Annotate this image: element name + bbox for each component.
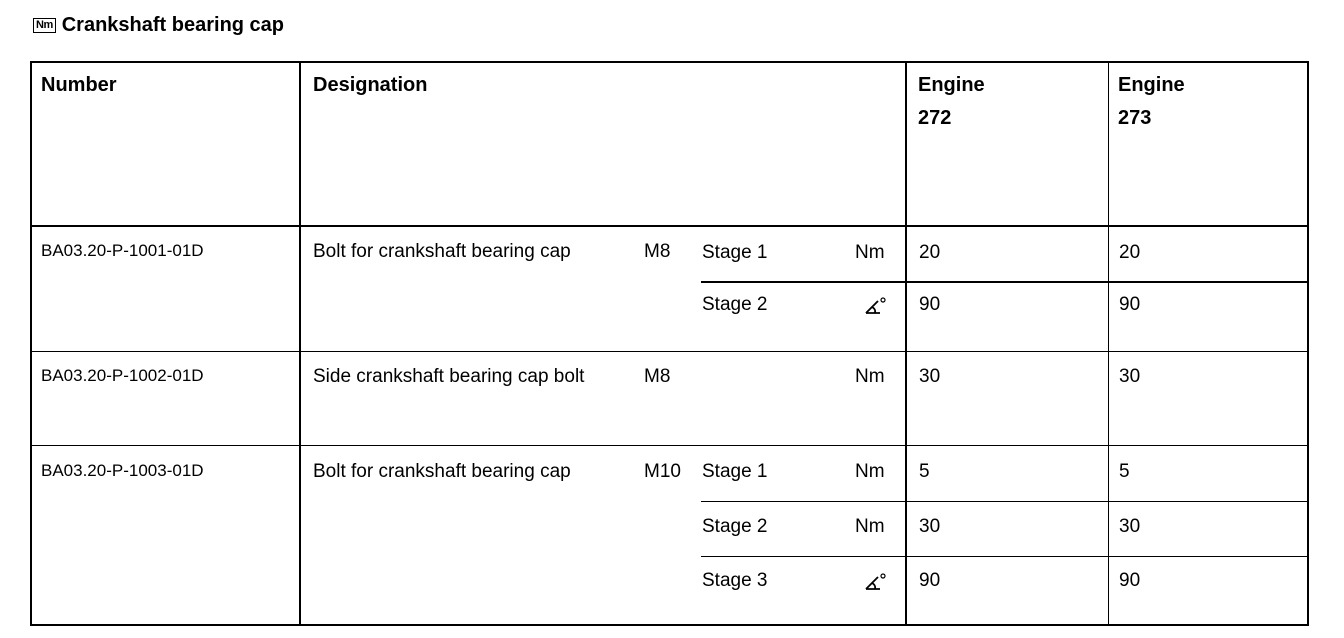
unit-label: Nm	[855, 461, 885, 482]
column-divider	[905, 63, 907, 624]
page-title: Crankshaft bearing cap	[61, 14, 285, 36]
angle-degree-icon	[864, 296, 886, 316]
column-divider	[299, 63, 301, 624]
stage-label: Stage 1	[702, 461, 768, 482]
designation: Bolt for crankshaft bearing cap	[313, 461, 571, 482]
designation: Side crankshaft bearing cap bolt	[313, 366, 585, 387]
stage-label: Stage 2	[702, 294, 768, 315]
value-engine-272: 90	[919, 294, 941, 315]
value-engine-272: 90	[919, 570, 941, 591]
unit-label: Nm	[855, 516, 885, 537]
value-engine-273: 90	[1119, 570, 1141, 591]
value-engine-273: 90	[1119, 294, 1141, 315]
value-engine-272: 30	[919, 366, 941, 387]
stage-label: Stage 3	[702, 570, 768, 591]
unit-label: Nm	[855, 366, 885, 387]
header-number: Number	[41, 74, 117, 96]
stage-divider	[701, 281, 1307, 283]
header-designation: Designation	[313, 74, 428, 96]
header-engine-273: Engine 273	[1118, 74, 1185, 129]
thread-size: M10	[644, 461, 681, 482]
torque-table	[30, 61, 1309, 626]
header-divider	[32, 225, 1307, 227]
value-engine-272: 5	[919, 461, 930, 482]
row-divider	[32, 445, 1307, 446]
value-engine-273: 20	[1119, 242, 1141, 263]
thread-size: M8	[644, 241, 671, 262]
thread-size: M8	[644, 366, 671, 387]
stage-divider	[701, 556, 1307, 557]
value-engine-272: 20	[919, 242, 941, 263]
stage-label: Stage 2	[702, 516, 768, 537]
part-number: BA03.20-P-1001-01D	[41, 241, 204, 260]
part-number: BA03.20-P-1002-01D	[41, 366, 204, 385]
value-engine-273: 5	[1119, 461, 1130, 482]
column-divider	[1108, 63, 1109, 624]
header-engine-272: Engine 272	[918, 74, 985, 129]
nm-torque-icon: Nm	[33, 18, 56, 33]
angle-degree-icon	[864, 572, 886, 592]
designation: Bolt for crankshaft bearing cap	[313, 241, 571, 262]
stage-label: Stage 1	[702, 242, 768, 263]
part-number: BA03.20-P-1003-01D	[41, 461, 204, 480]
unit-label: Nm	[855, 242, 885, 263]
row-divider	[32, 351, 1307, 352]
stage-divider	[701, 501, 1307, 502]
value-engine-272: 30	[919, 516, 941, 537]
value-engine-273: 30	[1119, 516, 1141, 537]
value-engine-273: 30	[1119, 366, 1141, 387]
section-title	[33, 14, 284, 37]
